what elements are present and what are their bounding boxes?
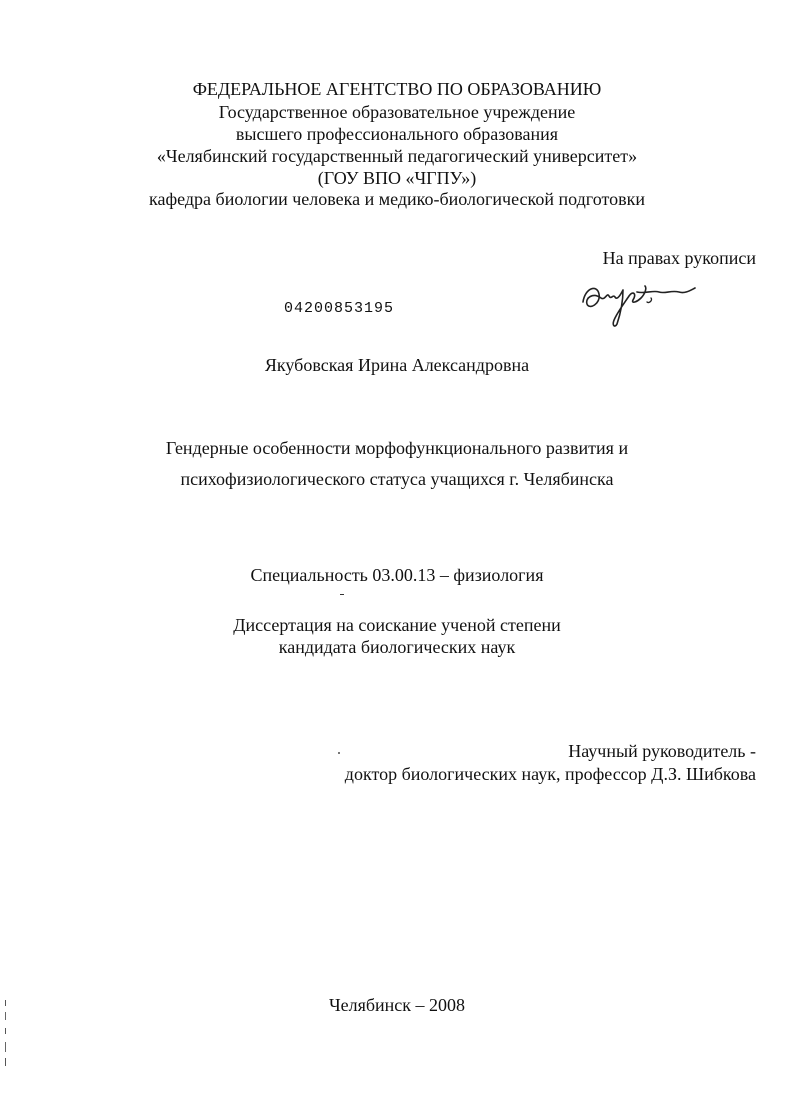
dissertation-line-2: кандидата биологических наук	[278, 637, 516, 657]
stray-mark	[340, 594, 344, 595]
manuscript-note: На правах рукописи	[602, 248, 756, 268]
agency-name: ФЕДЕРАЛЬНОЕ АГЕНТСТВО ПО ОБРАЗОВАНИЮ	[192, 79, 602, 99]
advisor-name: доктор биологических наук, профессор Д.З. Шибкова	[344, 764, 756, 784]
city-year: Челябинск – 2008	[328, 995, 466, 1015]
thesis-title-line-2: психофизиологического статуса учащихся г. Челябинска	[180, 469, 614, 489]
dissertation-line-1: Диссертация на соискание ученой степени	[233, 615, 561, 635]
education-level: высшего профессионального образования	[235, 124, 559, 144]
stray-dot	[338, 752, 340, 754]
institution-type: Государственное образовательное учреждение	[218, 102, 576, 122]
scan-edge-marks	[4, 1000, 7, 1070]
university-name: «Челябинский государственный педагогический университет»	[156, 146, 638, 166]
thesis-title-line-1: Гендерные особенности морфофункционального развития и	[165, 438, 629, 458]
document-number: 04200853195	[284, 300, 395, 317]
specialty: Специальность 03.00.13 – физиология	[250, 565, 544, 585]
advisor-label: Научный руководитель -	[568, 741, 756, 761]
department-name: кафедра биологии человека и медико-биологической подготовки	[149, 189, 645, 209]
university-abbreviation: (ГОУ ВПО «ЧГПУ»)	[317, 168, 477, 188]
author-name: Якубовская Ирина Александровна	[264, 355, 530, 375]
handwritten-signature	[575, 270, 705, 332]
